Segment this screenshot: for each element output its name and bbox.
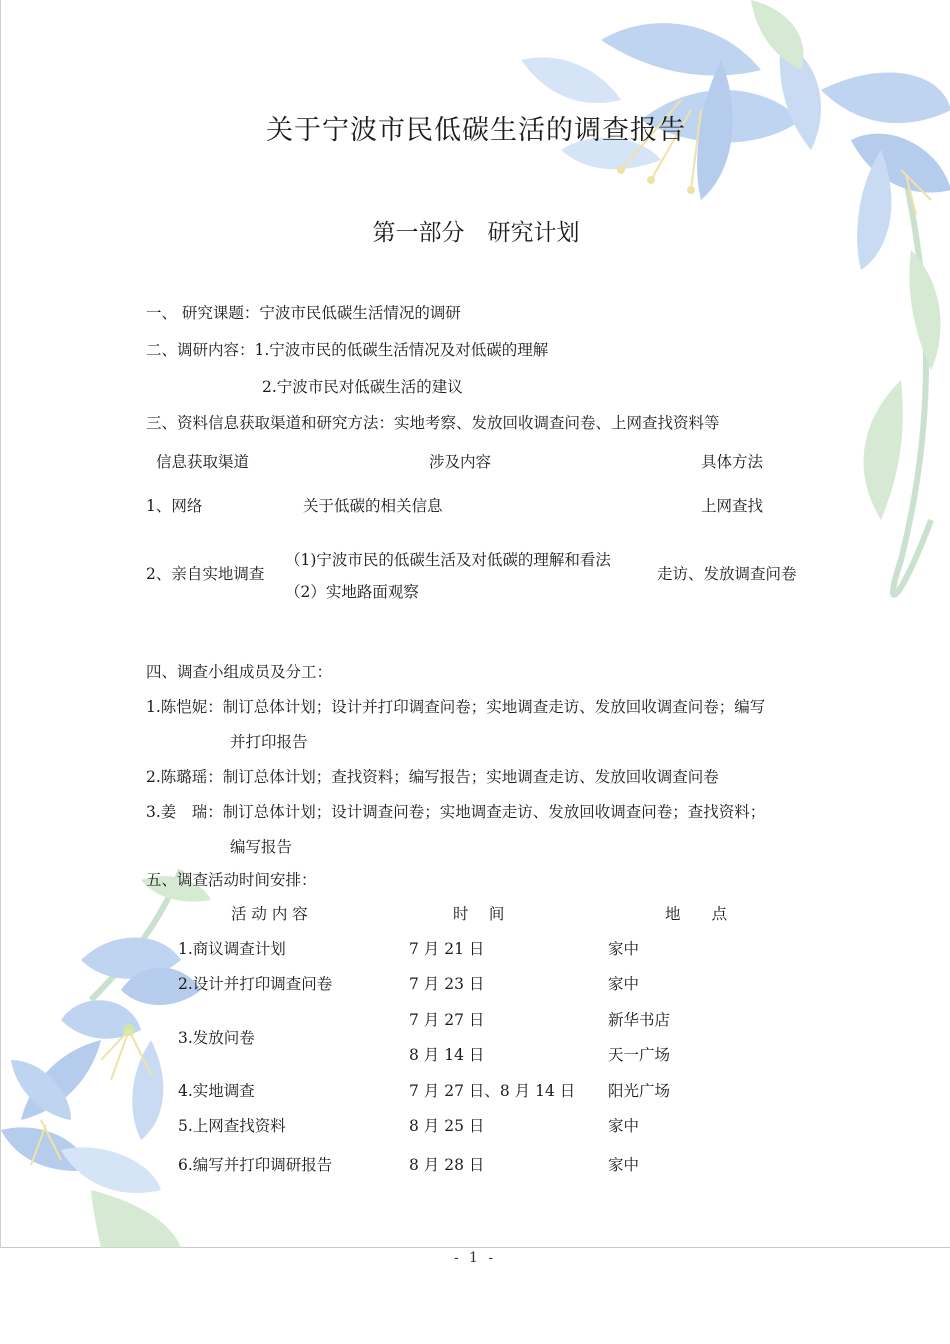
schedule-row-7-time: 8 月 28 日 — [409, 1156, 485, 1174]
document-title: 关于宁波市民低碳生活的调查报告 — [266, 115, 686, 146]
schedule-header-time: 时 间 — [453, 905, 505, 923]
table-header-content: 涉及内容 — [429, 453, 492, 471]
member-3-line-1: 3.姜 瑞：制订总体计划；设计调查问卷；实地调查走访、发放回收调查问卷；查找资料； — [146, 803, 766, 821]
schedule-row-3-time: 7 月 27 日 — [409, 1011, 485, 1029]
schedule-row-1-place: 家中 — [608, 940, 640, 958]
schedule-row-6-place: 家中 — [608, 1117, 640, 1135]
channel-row-2-method: 走访、发放调查问卷 — [657, 565, 797, 583]
schedule-header-place: 地 点 — [665, 905, 728, 923]
channel-row-1-channel: 1、网络 — [146, 497, 203, 515]
schedule-row-1-activity: 1.商议调查计划 — [178, 940, 286, 958]
channel-row-1-method: 上网查找 — [701, 497, 764, 515]
section-3-text: 三、资料信息获取渠道和研究方法：实地考察、发放回收调查问卷、上网查找资料等 — [146, 414, 720, 432]
member-1-line-2: 并打印报告 — [230, 733, 308, 751]
schedule-row-2-activity: 2.设计并打印调查问卷 — [178, 975, 333, 993]
section-1-text: 一、 研究课题：宁波市民低碳生活情况的调研 — [146, 304, 461, 322]
page-number: - 1 - — [453, 1250, 497, 1266]
channel-row-2-content-1: （1)宁波市民的低碳生活及对低碳的理解和看法 — [285, 551, 611, 569]
part-title: 第一部分 研究计划 — [372, 220, 580, 246]
member-3-line-2: 编写报告 — [230, 838, 293, 856]
schedule-row-1-time: 7 月 21 日 — [409, 940, 485, 958]
channel-row-2-content-2: （2）实地路面观察 — [285, 583, 419, 601]
section-4-heading: 四、调查小组成员及分工： — [146, 663, 333, 681]
schedule-row-4-place: 天一广场 — [608, 1046, 671, 1064]
schedule-header-activity: 活 动 内 容 — [231, 905, 308, 923]
table-header-channel: 信息获取渠道 — [156, 453, 250, 471]
schedule-row-6-time: 8 月 25 日 — [409, 1117, 485, 1135]
schedule-row-4-time: 8 月 14 日 — [409, 1046, 485, 1064]
section-2-line-2: 2.宁波市民对低碳生活的建议 — [262, 378, 463, 396]
schedule-row-2-time: 7 月 23 日 — [409, 975, 485, 993]
schedule-row-3-place: 新华书店 — [608, 1011, 671, 1029]
section-5-heading: 五、调查活动时间安排： — [146, 871, 317, 889]
schedule-row-5-time: 7 月 27 日、8 月 14 日 — [409, 1082, 576, 1100]
schedule-row-5-activity: 4.实地调查 — [178, 1082, 255, 1100]
channel-row-2-channel: 2、亲自实地调查 — [146, 565, 265, 583]
schedule-row-6-activity: 5.上网查找资料 — [178, 1117, 286, 1135]
table-header-method: 具体方法 — [701, 453, 764, 471]
schedule-row-2-place: 家中 — [608, 975, 640, 993]
schedule-row-7-place: 家中 — [608, 1156, 640, 1174]
member-1-line-1: 1.陈恺妮：制订总体计划；设计并打印调查问卷；实地调查走访、发放回收调查问卷；编写 — [146, 698, 766, 716]
schedule-row-5-place: 阳光广场 — [608, 1082, 671, 1100]
member-2-line-1: 2.陈璐瑶：制订总体计划；查找资料；编写报告；实地调查走访、发放回收调查问卷 — [146, 768, 719, 786]
section-2-line-1: 二、调研内容：1.宁波市民的低碳生活情况及对低碳的理解 — [146, 341, 549, 359]
schedule-row-3-activity: 3.发放问卷 — [178, 1029, 255, 1047]
schedule-row-7-activity: 6.编写并打印调研报告 — [178, 1156, 333, 1174]
channel-row-1-content: 关于低碳的相关信息 — [303, 497, 443, 515]
